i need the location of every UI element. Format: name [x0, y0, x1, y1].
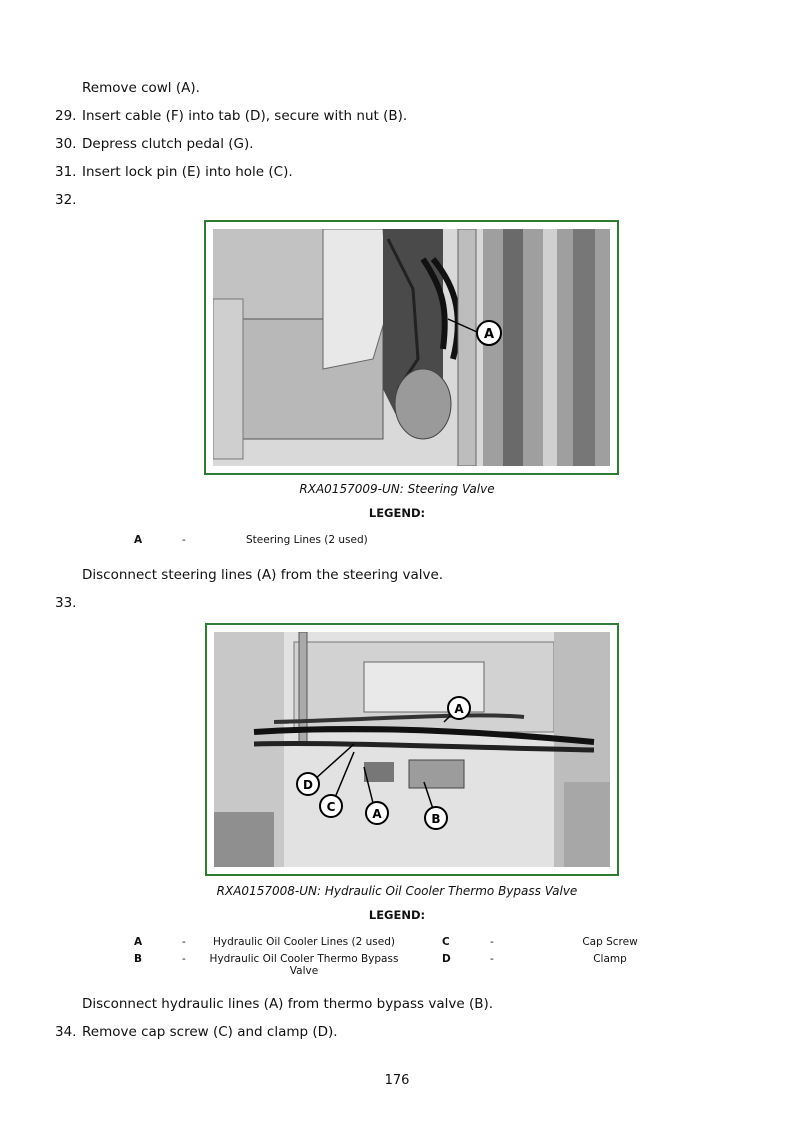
- step-29-number: 29.: [55, 108, 77, 124]
- figure2-legend-dash-c: -: [490, 936, 494, 948]
- figure2-legend-key-c: C: [442, 936, 450, 948]
- figure2-legend-desc-a: Hydraulic Oil Cooler Lines (2 used): [213, 936, 395, 948]
- thermo-bypass-valve-illustration: [214, 632, 610, 867]
- step-34-text: Remove cap screw (C) and clamp (D).: [82, 1024, 338, 1040]
- figure1-legend-dash: -: [182, 534, 186, 546]
- steering-valve-figure: [204, 220, 619, 475]
- page-number: 176: [384, 1073, 410, 1088]
- figure2-callout-d: D: [303, 778, 313, 792]
- figure2-callout-a-bottom: A: [372, 807, 382, 821]
- step-29-text: Insert cable (F) into tab (D), secure with nut (B).: [82, 108, 408, 124]
- figure2-legend-dash-a: -: [182, 936, 186, 948]
- step-32-number: 32.: [55, 192, 77, 208]
- step-30-number: 30.: [55, 136, 77, 152]
- steering-valve-illustration: [213, 229, 610, 466]
- figure1-legend-title: LEGEND:: [368, 506, 426, 520]
- step-31-text: Insert lock pin (E) into hole (C).: [82, 164, 293, 180]
- step-intro-text: Remove cowl (A).: [82, 80, 200, 96]
- figure1-legend-key: A: [134, 534, 143, 546]
- thermo-bypass-valve-figure: [205, 623, 619, 876]
- figure1-caption: RXA0157009-UN: Steering Valve: [299, 482, 495, 496]
- step-30-text: Depress clutch pedal (G).: [82, 136, 254, 152]
- figure2-caption: RXA0157008-UN: Hydraulic Oil Cooler Thermo Bypass Valve: [216, 884, 578, 898]
- figure2-legend-desc-b: Hydraulic Oil Cooler Thermo Bypass Valve: [209, 953, 399, 977]
- figure2-legend-desc-d: Clamp: [593, 953, 627, 965]
- figure2-callout-b: B: [431, 812, 441, 826]
- figure2-legend-key-a: A: [134, 936, 143, 948]
- figure1-legend-desc: Steering Lines (2 used): [246, 534, 368, 546]
- step-33-after-text: Disconnect hydraulic lines (A) from thermo bypass valve (B).: [82, 996, 494, 1012]
- figure2-callout-a-top: A: [454, 702, 464, 716]
- figure2-callout-c: C: [326, 800, 336, 814]
- step-31-number: 31.: [55, 164, 77, 180]
- step-33-number: 33.: [55, 595, 77, 611]
- figure2-legend-dash-d: -: [490, 953, 494, 965]
- figure2-legend-key-b: B: [134, 953, 143, 965]
- step-32-after-text: Disconnect steering lines (A) from the steering valve.: [82, 567, 444, 583]
- figure2-legend-title: LEGEND:: [368, 908, 426, 922]
- figure1-callout-a: A: [483, 327, 495, 342]
- step-34-number: 34.: [55, 1024, 77, 1040]
- figure2-legend-key-d: D: [442, 953, 451, 965]
- figure2-legend-dash-b: -: [182, 953, 186, 965]
- figure2-legend-desc-c: Cap Screw: [582, 936, 638, 948]
